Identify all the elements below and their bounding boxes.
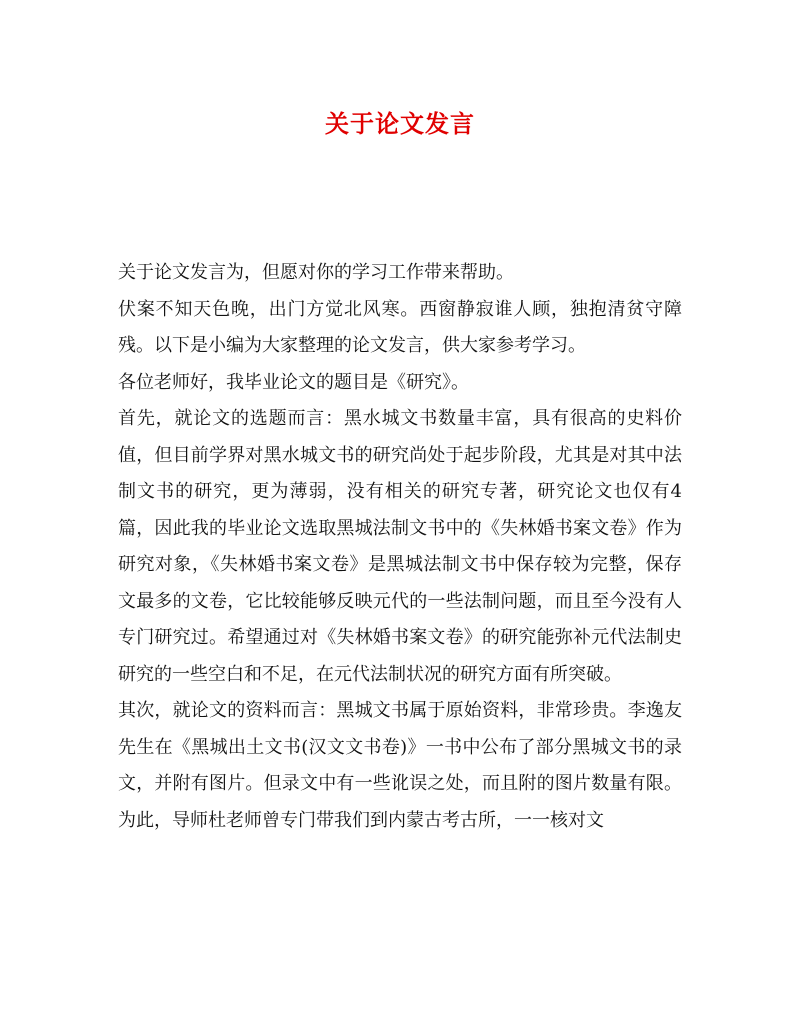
document-body	[118, 255, 682, 839]
paragraph-topic: 首先，就论文的选题而言：黑水城文书数量丰富，具有很高的史料价值，但目前学界对黑水城文书的研究尚处于起步阶段，尤其是对其中法制文书的研究，更为薄弱，没有相关的研究专著，研究论文也仅有4篇，因此我的毕业论文选取黑城法制文书中的《失林婚书案文卷》作为研究对象，《失林婚书案文卷》是黑城法制文书中保存较为完整，保存文最多的文卷，它比较能够反映元代的一些法制问题，而且至今没有人专门研究过。希望通过对《失林婚书案文卷》的研究能弥补元代法制史研究的一些空白和不足，在元代法制状况的研究方面有所突破。	[118, 408, 682, 685]
paragraph-preface: 伏案不知天色晚，出门方觉北风寒。西窗静寂谁人顾，独抱清贫守障残。以下是小编为大家整理的论文发言，供大家参考学习。	[118, 298, 682, 356]
document-title: 关于论文发言	[325, 109, 475, 138]
paragraph-intro: 关于论文发言为，但愿对你的学习工作带来帮助。	[118, 262, 514, 283]
paragraph-sources: 其次，就论文的资料而言：黑城文书属于原始资料，非常珍贵。李逸友先生在《黑城出土文书(汉文文书卷)》一书中公布了部分黑城文书的录文，并附有图片。但录文中有一些讹误之处，而且附的图片数量有限。为此，导师杜老师曾专门带我们到内蒙古考古所，一一核对文	[118, 700, 682, 831]
paragraph-greeting: 各位老师好，我毕业论文的题目是《研究》。	[118, 371, 469, 393]
